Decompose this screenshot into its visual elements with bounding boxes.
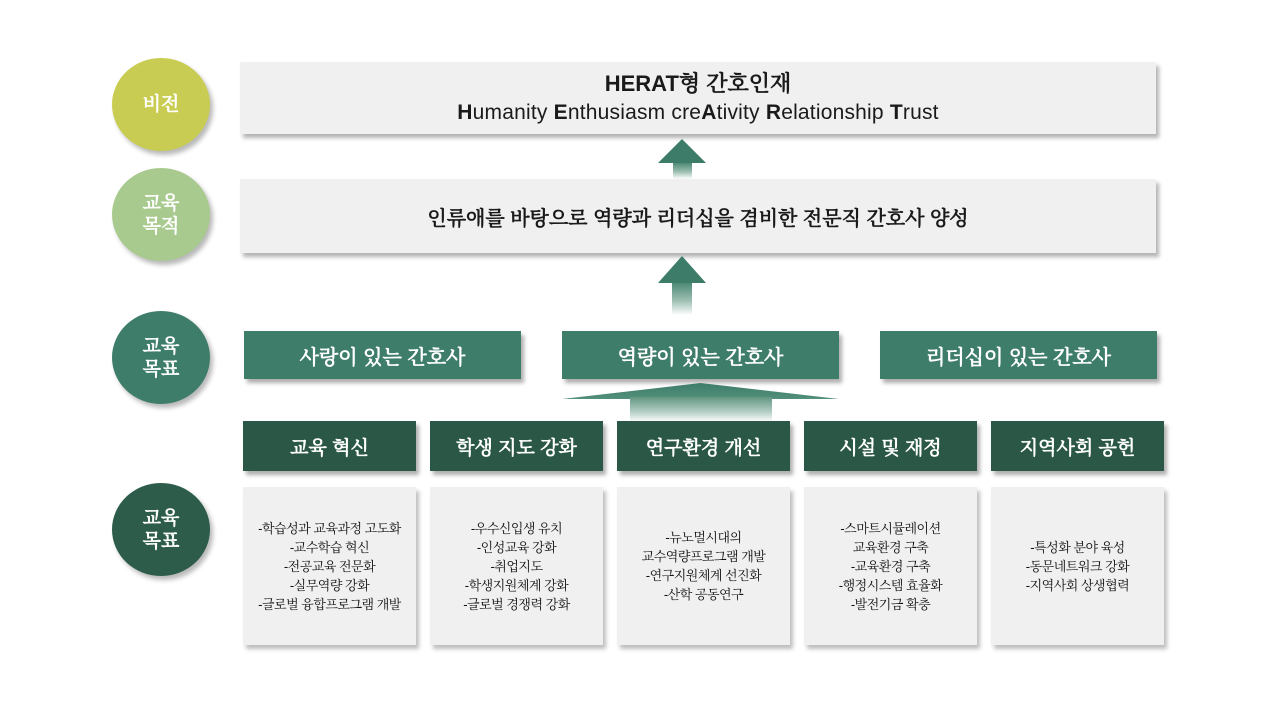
- goal-box-competence: 역량이 있는 간호사: [562, 331, 839, 379]
- arrow-stem: [672, 283, 692, 315]
- vision-title: HERAT형 간호인재: [604, 71, 792, 96]
- arrow-stem: [673, 163, 692, 179]
- column-list-education-innovation: -학습성과 교육과정 고도화 -교수학습 혁신 -전공교육 전문화 -실무역량 강화 -글로벌 융합프로그램 개발: [243, 487, 416, 645]
- goal-box-leadership: 리더십이 있는 간호사: [880, 331, 1157, 379]
- purpose-banner: [240, 179, 1156, 253]
- column-header-student-guidance: 학생 지도 강화: [430, 421, 603, 471]
- purpose-text: 인류애를 바탕으로 역량과 리더십을 겸비한 전문직 간호사 양성: [427, 207, 969, 230]
- goal-box-love: 사랑이 있는 간호사: [244, 331, 521, 379]
- wide-up-arrow-stem: [630, 397, 772, 422]
- column-header-research-environment: 연구환경 개선: [617, 421, 790, 471]
- column-list-research-environment: -뉴노멀시대의 교수역량프로그램 개발 -연구지원체계 선진화 -산학 공동연구: [617, 487, 790, 645]
- education-goal-badge: 교육 목표: [112, 311, 210, 404]
- arrow-head: [658, 139, 706, 163]
- education-strategy-badge: 교육 목표: [112, 483, 210, 576]
- column-list-facilities-finance: -스마트시뮬레이션 교육환경 구축 -교육환경 구축 -행정시스템 효율화 -발전기금 확충: [804, 487, 977, 645]
- column-header-community-contribution: 지역사회 공헌: [991, 421, 1164, 471]
- arrow-head: [658, 256, 706, 283]
- vision-subtitle: Humanity Enthusiasm creAtivity Relationship Trust: [457, 101, 939, 124]
- column-list-community-contribution: -특성화 분야 육성 -동문네트워크 강화 -지역사회 상생협력: [991, 487, 1164, 645]
- column-header-facilities-finance: 시설 및 재정: [804, 421, 977, 471]
- column-list-student-guidance: -우수신입생 유치 -인성교육 강화 -취업지도 -학생지원체계 강화 -글로벌 경쟁력 강화: [430, 487, 603, 645]
- vision-banner: [240, 62, 1156, 134]
- education-purpose-badge: 교육 목적: [112, 168, 210, 261]
- up-arrow-icon: [658, 139, 706, 179]
- column-header-education-innovation: 교육 혁신: [243, 421, 416, 471]
- up-arrow-icon: [658, 256, 706, 315]
- vision-badge: 비전: [112, 58, 210, 151]
